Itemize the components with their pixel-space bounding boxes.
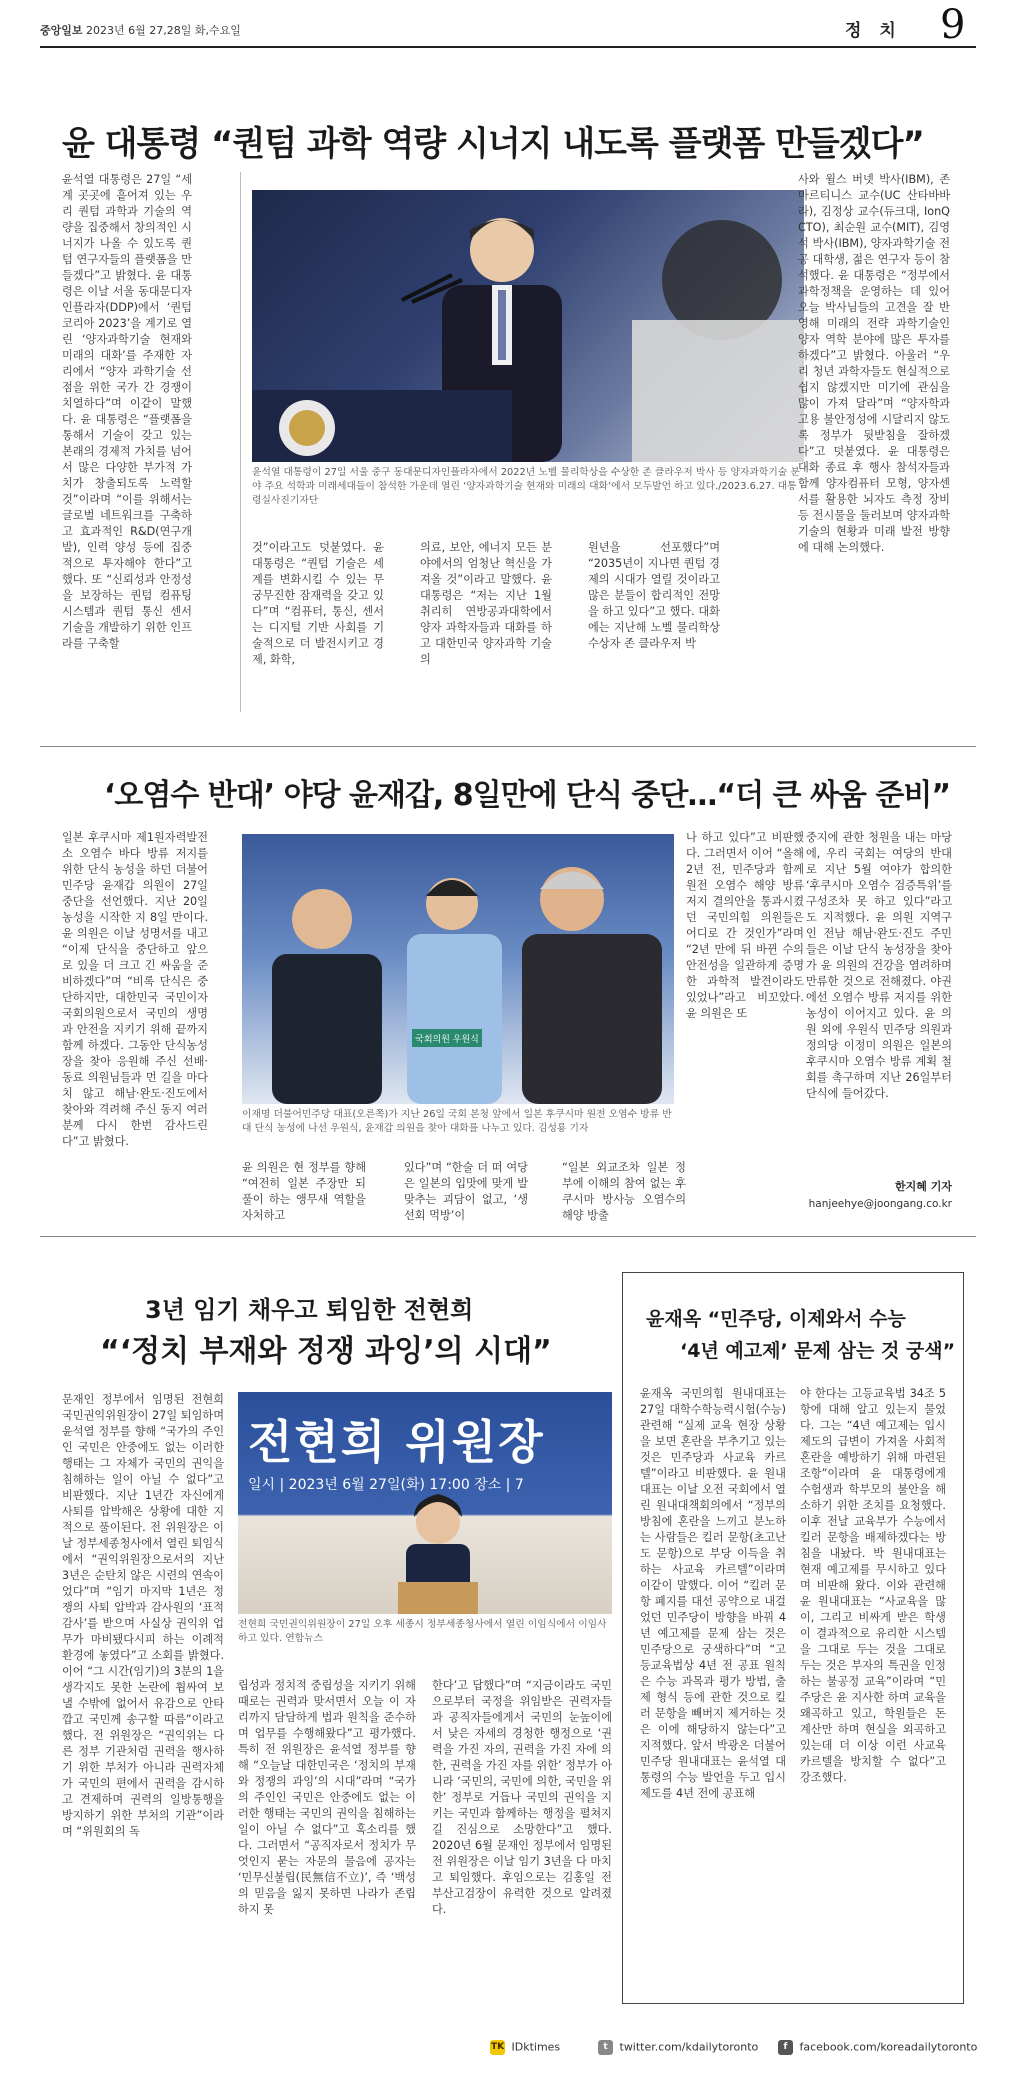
footer-facebook[interactable]	[778, 2040, 977, 2055]
article2-caption: 이재명 더불어민주당 대표(오른쪽)가 지난 26일 국회 본청 앞에서 일본 후쿠시마 원전 오염수 방류 반대 단식 농성에 나선 우원식, 윤재갑 의원을 찾아 대화를 나누고 있다. 김성룡 기자	[242, 1109, 672, 1134]
article2-byline: 한지혜 기자	[895, 1180, 952, 1193]
event-banner-sub: 일시 | 2023년 6월 27일(화) 17:00 장소 | 7	[248, 1477, 524, 1493]
article1-headline: 윤 대통령 “퀀텀 과학 역량 시너지 내도록 플랫폼 만들겠다”	[62, 124, 924, 164]
article1-col1: 윤석열 대통령은 27일 “세계 곳곳에 흩어져 있는 우리 퀀텀 과학과 기술의 역량을 집중해서 창의적인 시너지가 나올 수 있도록 퀀텀 연구자들의 플랫폼을 만들겠다”고 밝혔다. 윤 대통령은 이날 서울 동대문디자인플라자(DDP)에서 ‘퀀텀코리아 2023’을 계기로 열린 ‘양자과학기술 현재와 미래의 대화’를 주재한 자리에서 “양자 과학기술 선점을 위한 국가 간 경쟁이 치열하다”며 이같이 말했다. 윤 대통령은 “플랫폼을 통해서 기술이 갖고 있는 본래의 경제적 가치를 넘어서 많은 다양한 부가적 가치가 창출되도록 노력할 것”이라며 “이를 위해서는 글로벌 네트워크를 구축하고 효과적인 R&D(연구개발), 인력 양성 등에 집중적으로 투자해야 한다”고 했다. 또 “신뢰성과 안정성을 보장하는 퀀텀 컴퓨팅 시스템과 퀀텀 통신 센서 기술을 개발하기 위한 인프라를 구축할	[62, 173, 192, 650]
article2-col5: 나 하고 있다”고 비판했다. 그러면서 이어 “올해 2년 전, 민주당과 함께 원전 오염수 해양 방류 저지 결의안을 통과시켰던 국민의힘 의원들은 어디로 간 것인가”라며 “2년 만에 뒤 바뀐 수의 안전성을 일관하게 증명한 과학적 발견이라도 있었나”라고 비꼬았다. 윤 의원은 또	[686, 831, 804, 1020]
issue-date: 2023년 6월 27,28일 화,수요일	[86, 24, 241, 37]
page-number: 9	[940, 2, 966, 48]
article2-col6: 중지에 관한 청원을 내는 마당에, 우리 국회는 여당의 반대로 지난 5월 여야가 합의한 ‘후쿠시마 오염수 검증특위’를 구성조차 못 하고 있다”라고도 지적했다. 윤 의원 지역구인 전남 해남·완도·진도 주민들은 이날 단식 농성장을 찾아가 윤 의원의 건강을 염려하며 만류한 것으로 전해졌다. 야권에선 오염수 방류 저지를 위한 농성이 이어지고 있다. 윤 의원 외에 우원식 민주당 의원과 정의당 이정미 의원은 일본의 후쿠시마 오염수 방류 계획 철회를 촉구하며 지난 26일부터 단식에 들어갔다.	[806, 831, 952, 1100]
article2-col2: 윤 의원은 현 정부를 향해 “여전히 일본 주장만 되풀이 하는 앵무새 역할을 자처하고	[242, 1161, 366, 1222]
president-speech-image	[252, 190, 804, 462]
header-rule	[40, 46, 976, 48]
article2-headline: ‘오염수 반대’ 야당 윤재갑, 8일만에 단식 중단…“더 큰 싸움 준비”	[104, 778, 951, 813]
article3-caption: 전현희 국민권익위원장이 27일 오후 세종시 정부세종청사에서 열린 이임식에서 이임사하고 있다. 연합뉴스	[238, 1619, 607, 1644]
article2-col1: 일본 후쿠시마 제1원자력발전소 오염수 바다 방류 저지를 위한 단식 농성을 하던 더불어민주당 윤재갑 의원이 27일 중단을 선언했다. 지난 20일 농성을 시작한 지 8일 만이다. 윤 의원은 이날 성명서를 내고 “이제 단식을 중단하고 앞으로 있을 더 크고 긴 싸움을 준비하겠다”며 “비록 단식은 중단하지만, 대한민국 국민이자 국회의원으로서 국민의 생명과 안전을 지키기 위해 끝까지 함께 하겠다. 그동안 단식농성장을 찾아 응원해 주신 선배·동료 의원님들과 먼 길을 마다치 않고 해남·완도·진도에서 찾아와 격려해 주신 동지 여러분께 다시 한번 감사드린다”고 밝혔다.	[62, 831, 208, 1148]
article1-col2: 것”이라고도 덧붙였다. 윤 대통령은 “퀀텀 기술은 세계를 변화시킬 수 있는 무궁무진한 잠재력을 갖고 있다”며 “컴퓨터, 통신, 센서는 디지털 기반 사회를 기술적으로 더 발전시키고 경제, 화학,	[252, 541, 384, 666]
footer-facebook-text: facebook.com/koreadailytoronto	[799, 2040, 978, 2054]
article2-col3: 있다”며 “한술 더 떠 여당은 일본의 입맛에 맞게 발맞추는 괴담이 없고, ‘생선회 먹방’이	[404, 1161, 528, 1222]
article1-caption: 윤석열 대통령이 27일 서울 중구 동대문디자인플라자에서 2022년 노벨 물리학상을 수상한 존 클라우저 박사 등 양자과학기술 분야 주요 석학과 미래세대들이 참석한 가운데 열린 ‘양자과학기술 현재와 미래의 대화’에서 모두발언 하고 있다./2023.6.27. 대통령실사진기자단	[252, 467, 800, 506]
article-separator-1	[40, 746, 976, 747]
masthead-date	[40, 22, 241, 38]
article2-photo	[242, 834, 674, 1104]
footer-twitter[interactable]	[598, 2040, 758, 2055]
article4-headline-2: ‘4년 예고제’ 문제 삼는 것 궁색”	[680, 1340, 956, 1362]
footer-kakao-text: IDktimes	[511, 2040, 561, 2054]
article1-col4: 원년을 선포했다”며 “2035년이 지나면 퀀텀 경제의 시대가 열릴 것이라고 많은 분들이 합리적인 전망을 하고 있다”고 했다. 대화에는 지난해 노벨 물리학상 수상자 존 클라우저 박	[588, 541, 720, 650]
footer-twitter-text: twitter.com/kdailytoronto	[619, 2040, 759, 2054]
section-label: 정 치	[845, 21, 902, 41]
photo-sign-text: 국회의원 우원식	[415, 1035, 479, 1045]
event-banner-text: 전현희 위원장	[248, 1415, 545, 1469]
article3-headline-2: “‘정치 부재와 정쟁 과잉’의 시대”	[100, 1334, 552, 1369]
article4-col1: 윤재옥 국민의힘 원내대표는 27일 대학수학능력시험(수능) 관련해 “실제 교육 현장 상황을 보면 혼란을 부추기고 있는 것은 민주당과 사교육 카르텔”이라고 비판했다. 윤 원내대표는 이날 오전 국회에서 열린 원내대책회의에서 “정부의 방침에 혼란을 느끼고 분노하는 사람들은 킬러 문항(초고난도 문항)으로 부당 이득을 취하는 사교육 카르텔”이라며 이같이 말했다. 이어 “킬러 문항 폐지를 대선 공약으로 내걸었던 민주당이 방향을 바꿔 4년 예고제를 문제 삼는 것은 민주당으로 궁색하다”며 “고등교육법상 4년 전 공표 원칙은 수능 과목과 평가 방법, 출제 형식 등에 관한 것으로 킬러 문항을 빼버지 제거하는 것은 이에 해당하지 않는다”고 지적했다. 앞서 박광온 더불어민주당 원내대표는 윤석열 대통령의 수능 발언을 두고 입시제도를 4년 전에 공표해	[640, 1387, 786, 1800]
article1-col3: 의료, 보안, 에너지 모든 분야에서의 엄청난 혁신을 가져올 것”이라고 말했다. 윤 대통령은 “저는 지난 1월 취리히 연방공과대학에서 양자 과학자들과 대화를 하고 대한민국 양자과학 기술의	[420, 541, 552, 666]
article2-col4: “일본 외교조차 일본 정부에 이해의 참여 없는 후쿠시마 방사능 오염수의 해양 방출	[562, 1161, 686, 1222]
speaker-image	[238, 1392, 612, 1614]
article3-col1: 문재인 정부에서 임명된 전현희 국민권익위원장이 27일 퇴임하며 윤석열 정부를 향해 “국가의 주인인 국민은 안중에도 없는 이러한 행태는 그 자체가 국민의 권익을 침해하는 일이 아닐 수 없다”고 비판했다. 지난 1년간 자신에게 사퇴를 압박해온 상황에 대한 지적으로 풀이된다. 전 위원장은 이날 정부세종청사에서 열린 퇴임식에서 “권익위원장으로서의 지난 3년은 순탄치 않은 시련의 연속이었다”며 “임기 마지막 1년은 정쟁의 사퇴 압박과 감사원의 ‘표적 감사’를 받으며 사실상 권익위 업무가 마비됐다시피 하는 이례적 환경에 놓였다”고 소회를 밝혔다. 이어 “그 시간(임기)의 3분의 1을 생각지도 못한 논란에 휩싸여 보낼 수밖에 없어서 유감으로 안타깝고 국민께 송구할 따름”이라고 했다. 전 위원장은 “권익위는 다른 정부 기관처럼 권력을 행사하기 위한 부처가 아니라 권력자체가 국민의 편에서 권력을 감시하고 견제하며 권력의 일방통행을 방지하기 위한 부처의 기관”이라며 “위원회의 독	[62, 1393, 224, 1838]
article3-col3: 한다’고 답했다”며 “지금이라도 국민으로부터 국정을 위임받은 권력자들과 공직자들에게서 국민의 눈높이에서 낮은 자세의 경청한 행정으로 ‘권력을 가진 자의, 권력을 가진 자에 의한, 권력을 가진 자를 위한’ 정부가 아니라 ‘국민의, 국민에 의한, 국민을 위한’ 정부로 거듭나 국민의 권익을 지키는 국민과 함께하는 행정을 펼쳐지길 진심으로 소망한다”고 했다. 2020년 6월 문재인 정부에서 임명된 전 위원장은 이날 임기 3년을 다 마치고 퇴임했다. 후임으로는 김홍일 전 부산고검장이 유력한 것으로 알려졌다.	[432, 1679, 612, 1916]
footer-kakao[interactable]	[490, 2040, 560, 2055]
article-separator-2	[40, 1236, 976, 1237]
facebook-icon: f	[778, 2040, 793, 2055]
masthead: 중앙일보	[40, 24, 83, 37]
article4-headline-1: 윤재옥 “민주당, 이제와서 수능	[646, 1308, 906, 1330]
article4-col2: 야 한다는 고등교육법 34조 5항에 대해 알고 있는지 물었다. 그는 “4년 예고제는 입시 제도의 급변이 가져올 사회적 혼란을 예방하기 위해 마련된 조항”이라며 윤 대통령에게 수험생과 학부모의 불안을 해소하기 위한 조치를 요청했다. 이후 전날 교육부가 수능에서 킬러 문항을 배제하겠다는 방침을 내놨다. 박 원내대표는 현재 예고제를 무시하고 있다며 비판해 왔다. 이와 관련해 윤 원내대표는 “사교육을 많이, 그리고 비싸게 받은 학생이 결과적으로 유리한 시스템을 그대로 두는 것을 그대로 두는 것은 부자의 특권을 인정하는 불공정 교육”이라며 “민주당은 윤 지사한 하며 교육을 왜곡하고 있고, 학원들은 돈 계산만 하며 현실을 외곡하고 있는데 더 이상 이런 사교육 카르텔을 방치할 수 없다”고 강조했다.	[800, 1387, 946, 1784]
article2-email: hanjeehye@joongang.co.kr	[808, 1198, 952, 1210]
kakao-icon: TK	[490, 2040, 505, 2055]
article3-photo	[238, 1392, 612, 1614]
hunger-strike-meeting-image	[242, 834, 674, 1104]
article3-col2: 립성과 정치적 중립성을 지키기 위해 때로는 권력과 맞서면서 오늘 이 자리까지 담담하게 법과 원칙을 준수하며 업무를 수행해왔다”고 평가했다. 특히 전 위원장은 윤석열 정부를 향해 “오늘날 대한민국은 ‘정치의 부재와 정쟁의 과잉’의 시대”라며 “국가의 주인인 국민은 안중에도 없는 이러한 행태는 국민의 권익을 침해하는 일이 아닐 수 없다”고 혹소리를 했다. 그러면서 “공직자로서 정치가 무엇인지 묻는 자문의 물음에 공자는 ‘민무신불립(民無信不立)’, 즉 ‘백성의 믿음을 잃지 못하면 나라가 존립하지 못	[238, 1679, 416, 1916]
article1-photo	[252, 190, 804, 462]
article1-col-divider	[240, 172, 241, 712]
article3-headline-1: 3년 임기 채우고 퇴임한 전현희	[145, 1296, 474, 1324]
article1-col5: 사와 윌스 버넷 박사(IBM), 존 마르티니스 교수(UC 산타바바라), 김정상 교수(듀크대, IonQ CTO), 최순원 교수(MIT), 김영석 박사(IBM), 양자과학기술 전공 대학생, 젊은 연구자 등이 참석했다. 윤 대통령은 “정부에서 과학정책을 운영하는 데 있어 오늘 박사님들의 고견을 잘 반영해 미래의 전략 과학기술인 양자 역학 분야에 많은 투자를 하겠다”고 밝혔다. 아울러 “우리 청년 과학자들도 현실적으로 쉽지 않겠지만 미기에 관심을 많이 가져 달라”며 “양자학과 고용 불안정성에 시달리지 않도록 정부가 뒷받침을 잘하겠다”고 덧붙였다. 윤 대통령은 대화 종료 후 행사 참석자들과 함께 양자컴퓨터 모형, 양자센서를 활용한 뇌자도 측정 장비 등 전시물을 둘러보며 양자과학기술의 현황과 미래 발전 방향에 대해 논의했다.	[798, 173, 950, 554]
twitter-icon: t	[598, 2040, 613, 2055]
